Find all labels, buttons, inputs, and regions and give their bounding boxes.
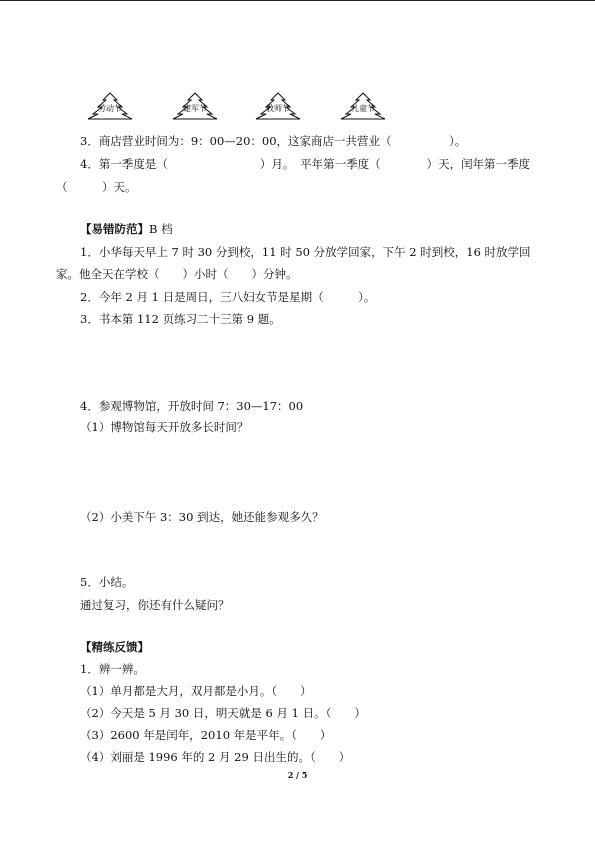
c-question-1-item-3: （3）2600 年是闰年，2010 年是平年。（ ）	[80, 728, 332, 742]
tree-label: 建军节	[183, 104, 207, 113]
b-question-1-line-1: 1．小华每天早上 7 时 30 分到校，11 时 50 分放学回家，下午 2 时到校，16 时放学回	[80, 245, 531, 259]
b-question-2: 2．今年 2 月 1 日是周日，三八妇女节是星期（ ）。	[80, 290, 376, 304]
question-3: 3．商店营业时间为：9：00—20：00，这家商店一共营业（ ）。	[80, 134, 467, 148]
question-4-line-2: （ ）天。	[56, 180, 137, 194]
tree-icon-4	[333, 92, 393, 122]
header-rule	[0, 0, 595, 1]
b-question-5: 5．小结。	[80, 575, 134, 589]
section-level: B 档	[149, 222, 173, 236]
c-question-1-item-4: （4）刘丽是 1996 年的 2 月 29 日出生的。（ ）	[80, 750, 351, 764]
tree-icon-1	[80, 92, 140, 122]
tree-label: 儿童节	[351, 104, 375, 113]
b-question-5-prompt: 通过复习，你还有什么疑问？	[80, 598, 230, 612]
b-question-4-part-1: （1）博物馆每天开放多长时间？	[80, 420, 249, 434]
c-question-1: 1．辨一辨。	[80, 662, 145, 676]
b-question-1-line-2: 家。他全天在学校（ ）小时（ ）分钟。	[56, 267, 298, 281]
b-question-4-part-2: （2）小美下午 3：30 到达，她还能参观多久？	[80, 510, 324, 524]
c-question-1-item-1: （1）单月都是大月，双月都是小月。（ ）	[80, 684, 312, 698]
section-heading-practice-feedback: 【精练反馈】	[80, 640, 149, 654]
question-4-line-1: 4．第一季度是（ ）月。 平年第一季度（ ）天，闰年第一季度	[80, 157, 531, 171]
c-question-1-item-2: （2）今天是 5 月 30 日，明天就是 6 月 1 日。（ ）	[80, 706, 366, 720]
tree-icon-2	[165, 92, 225, 122]
tree-icon-3	[248, 92, 308, 122]
section-heading-error-prevention	[80, 222, 173, 236]
tree-label: 劳动节	[98, 104, 122, 113]
tree-label: 教师节	[266, 104, 290, 113]
section-title: 【易错防范】	[80, 222, 149, 236]
page-number: 2 / 5	[287, 770, 308, 780]
b-question-4: 4．参观博物馆，开放时间 7：30—17：00	[80, 399, 304, 413]
b-question-3: 3．书本第 112 页练习二十三第 9 题。	[80, 312, 281, 326]
